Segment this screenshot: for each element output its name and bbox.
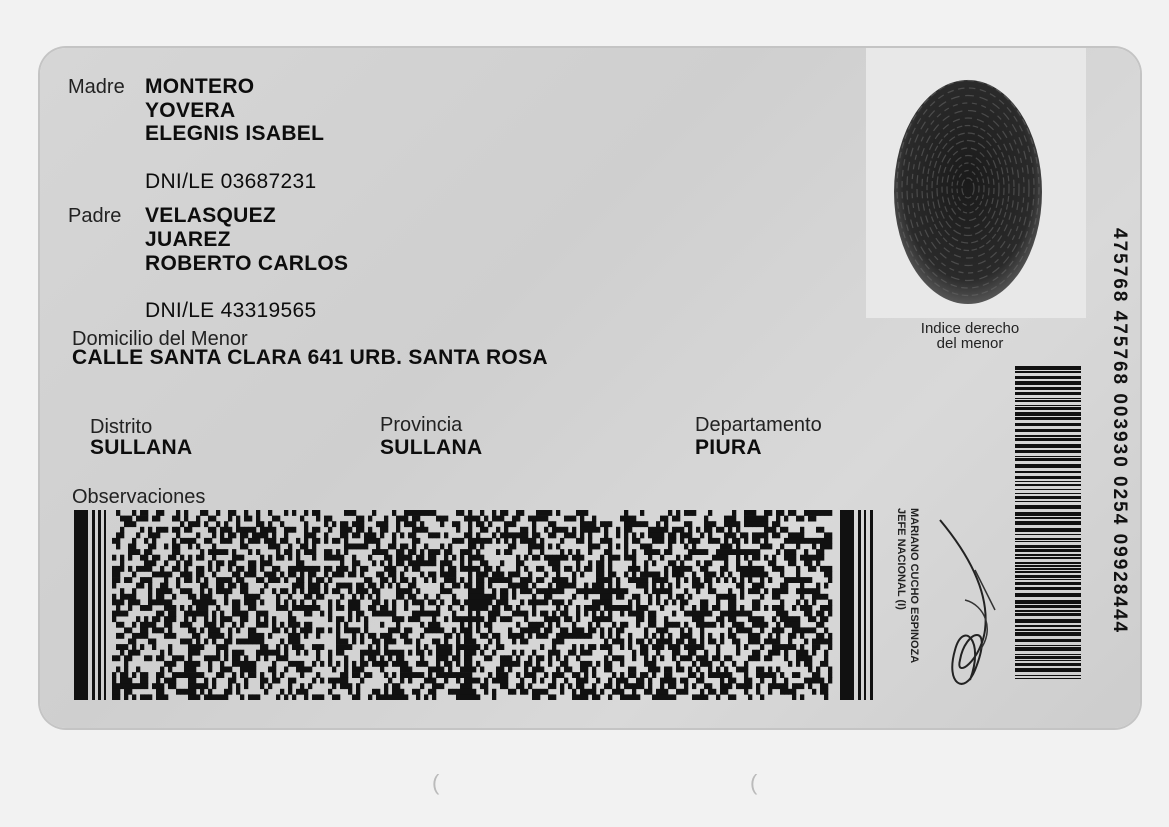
padre-given-names: ROBERTO CARLOS — [145, 252, 349, 275]
domicilio-label: Domicilio del Menor — [72, 328, 248, 350]
domicilio-value: CALLE SANTA CLARA 641 URB. SANTA ROSA — [72, 346, 548, 369]
madre-surname-2: YOVERA — [145, 99, 236, 122]
padre-dni: DNI/LE 43319565 — [145, 299, 317, 322]
scan-mark-left: ( — [432, 770, 440, 795]
padre-surname-2: JUAREZ — [145, 228, 231, 251]
signatory-name — [894, 508, 920, 663]
id-card-back — [40, 48, 1140, 728]
signatory-line1: MARIANO CUCHO ESPINOZA — [908, 508, 920, 664]
signature — [935, 510, 1005, 700]
fingerprint-caption — [900, 321, 1040, 351]
signatory-line2: JEFE NACIONAL (I) — [895, 508, 907, 610]
distrito-label: Distrito — [90, 416, 153, 438]
provincia-value: SULLANA — [380, 436, 483, 459]
provincia-label: Provincia — [380, 414, 463, 436]
side-serial-number: 475768 475768 003930 0254 09928444 — [1109, 228, 1130, 635]
madre-given-names: ELEGNIS ISABEL — [145, 122, 325, 145]
distrito-value: SULLANA — [90, 436, 193, 459]
fingerprint-image — [888, 76, 1048, 308]
linear-barcode — [1015, 366, 1081, 686]
observaciones-label: Observaciones — [72, 486, 206, 508]
padre-surname-1: VELASQUEZ — [145, 204, 277, 227]
madre-surname-1: MONTERO — [145, 75, 255, 98]
scan-mark-right: ( — [750, 770, 758, 795]
fingerprint-caption-line1: Indice derecho — [920, 320, 1020, 337]
padre-label: Padre — [68, 205, 122, 227]
fingerprint-caption-line2: del menor — [936, 335, 1004, 352]
departamento-label: Departamento — [695, 414, 822, 436]
madre-dni: DNI/LE 03687231 — [145, 170, 317, 193]
pdf417-barcode — [74, 510, 884, 700]
madre-label: Madre — [68, 76, 125, 98]
departamento-value: PIURA — [695, 436, 762, 459]
